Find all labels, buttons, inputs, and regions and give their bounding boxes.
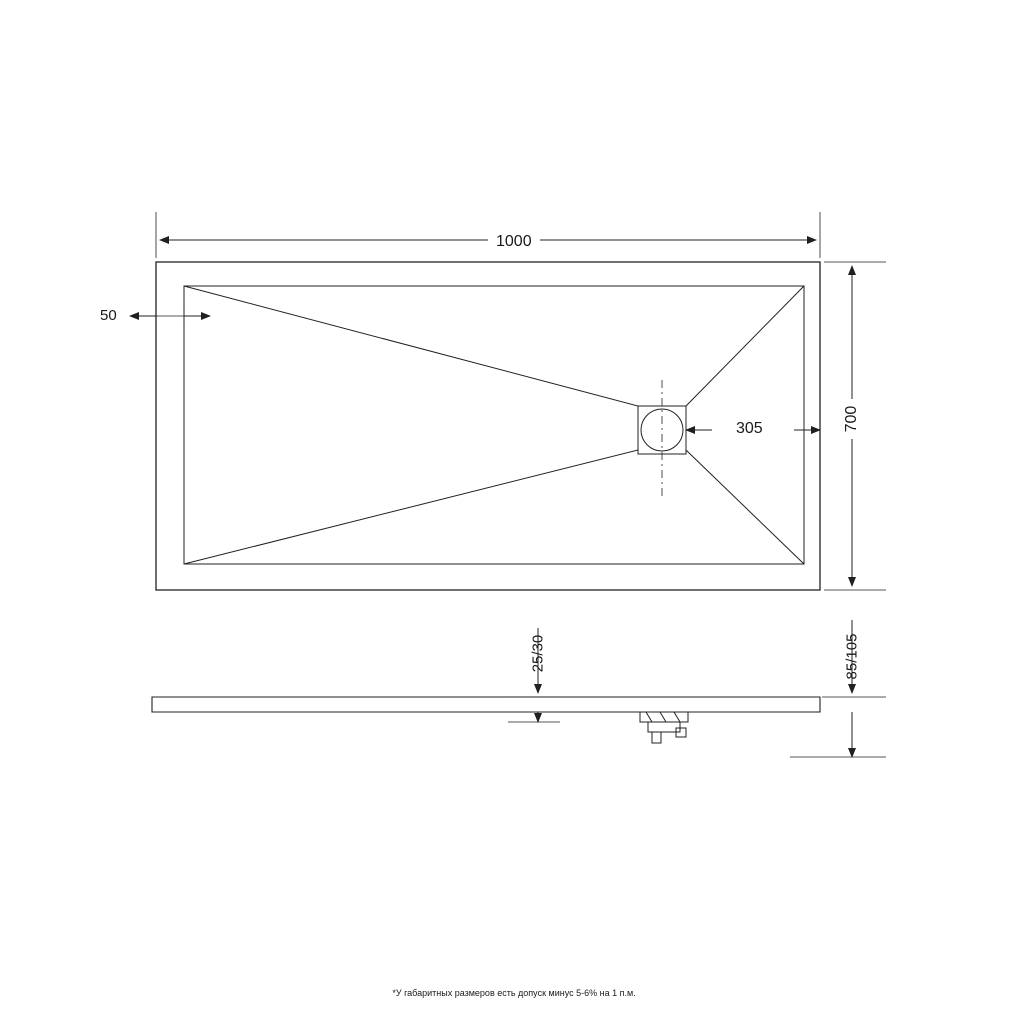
tray-plan-outline — [156, 262, 820, 590]
tray-slope-lines — [184, 286, 804, 564]
drain-trap-section — [640, 712, 688, 743]
dim-label-thickness: 25/30 — [529, 634, 547, 673]
dim-label-width: 1000 — [488, 233, 540, 251]
tray-section-profile — [152, 697, 820, 712]
dim-thickness-extension — [508, 697, 560, 722]
dim-label-section-height: 85/105 — [843, 633, 861, 680]
dim-section-height-extension — [790, 697, 886, 757]
dim-label-height: 700 — [843, 399, 861, 439]
dim-label-drain-offset: 305 — [730, 420, 769, 438]
dim-label-offset: 50 — [100, 307, 117, 324]
footnote-tolerance: *У габаритных размеров есть допуск минус 5-6% на 1 п.м. — [392, 988, 636, 998]
tray-plan-inner-border — [184, 286, 804, 564]
